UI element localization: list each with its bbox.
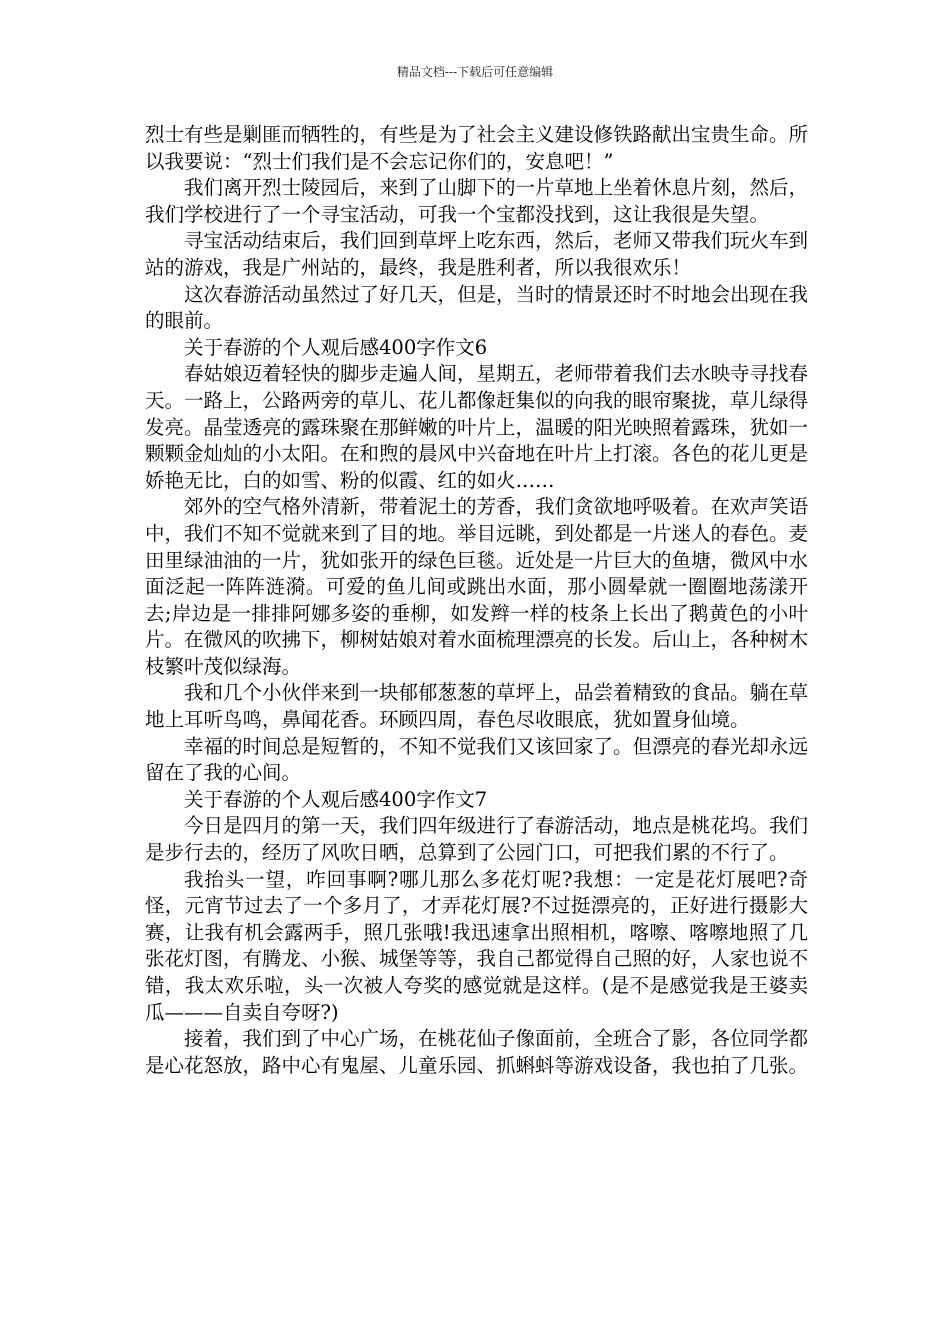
section-heading: 关于春游的个人观后感400字作文7 xyxy=(184,787,488,811)
paragraph: 我抬头一望，咋回事啊?哪儿那么多花灯呢?我想：一定是花灯展吧?奇怪，元宵节过去了一个多月了，才弄花灯展?不过挺漂亮的，正好进行摄影大赛，让我有机会露两手，照几张哦!我迅速拿出照相机，喀嚓、喀嚓地照了几张花灯图，有腾龙、小猴、城堡等等，我自己都觉得自己照的好，人家也说不错，我太欢乐啦，头一次被人夸奖的感觉就是这样。(是不是感觉我是王婆卖瓜———自卖自夸呀?) xyxy=(145,867,809,1024)
document-body xyxy=(145,122,808,1079)
paragraph: 幸福的时间总是短暂的，不知不觉我们又该回家了。但漂亮的春光却永远留在了我的心间。 xyxy=(145,734,809,785)
paragraph: 我们离开烈士陵园后，来到了山脚下的一片草地上坐着休息片刻，然后，我们学校进行了一个寻宝活动，可我一个宝都没找到，这让我很是失望。 xyxy=(145,176,809,226)
paragraph: 今日是四月的第一天，我们四年级进行了春游活动，地点是桃花坞。我们是步行去的，经历了风吹日晒，总算到了公园门口，可把我们累的不行了。 xyxy=(145,814,809,865)
section-heading: 关于春游的个人观后感400字作文6 xyxy=(184,335,488,359)
paragraph: 郊外的空气格外清新，带着泥土的芳香，我们贪欲地呼吸着。在欢声笑语中，我们不知不觉就来到了目的地。举目远眺，到处都是一片迷人的春色。麦田里绿油油的一片，犹如张开的绿色巨毯。近处是一片巨大的鱼塘，微风中水面泛起一阵阵涟漪。可爱的鱼儿间或跳出水面，那小圆晕就一圈圈地荡漾开去;岸边是一排排阿娜多姿的垂柳，如发辫一样的枝条上长出了鹅黄色的小叶片。在微风的吹拂下，柳树姑娘对着水面梳理漂亮的长发。后山上，各种树木枝繁叶茂似绿海。 xyxy=(145,495,809,678)
paragraph: 我和几个小伙伴来到一块郁郁葱葱的草坪上，品尝着精致的食品。躺在草地上耳听鸟鸣，鼻闻花香。环顾四周，春色尽收眼底，犹如置身仙境。 xyxy=(145,681,809,732)
page-header: 精品文档---下载后可任意编辑 xyxy=(396,65,554,79)
paragraph: 接着，我们到了中心广场，在桃花仙子像面前，全班合了影，各位同学都是心花怒放，路中心有鬼屋、儿童乐园、抓蝌蚪等游戏设备，我也拍了几张。 xyxy=(145,1027,809,1077)
paragraph: 烈士有些是剿匪而牺牲的，有些是为了社会主义建设修铁路献出宝贵生命。所以我要说：“烈士们我们是不会忘记你们的，安息吧！” xyxy=(145,123,809,173)
paragraph: 春姑娘迈着轻快的脚步走遍人间，星期五，老师带着我们去水映寺寻找春天。一路上，公路两旁的草儿、花儿都像赶集似的向我的眼帘聚拢，草儿绿得发亮。晶莹透亮的露珠聚在那鲜嫩的叶片上，温暖的阳光映照着露珠，犹如一颗颗金灿灿的小太阳。在和煦的晨风中兴奋地在叶片上打滚。各色的花儿更是娇艳无比，白的如雪、粉的似霞、红的如火…… xyxy=(145,362,809,492)
paragraph: 这次春游活动虽然过了好几天，但是，当时的情景还时不时地会出现在我的眼前。 xyxy=(145,282,809,333)
paragraph: 寻宝活动结束后，我们回到草坪上吃东西，然后，老师又带我们玩火车到站的游戏，我是广州站的，最终，我是胜利者，所以我很欢乐！ xyxy=(145,229,809,279)
